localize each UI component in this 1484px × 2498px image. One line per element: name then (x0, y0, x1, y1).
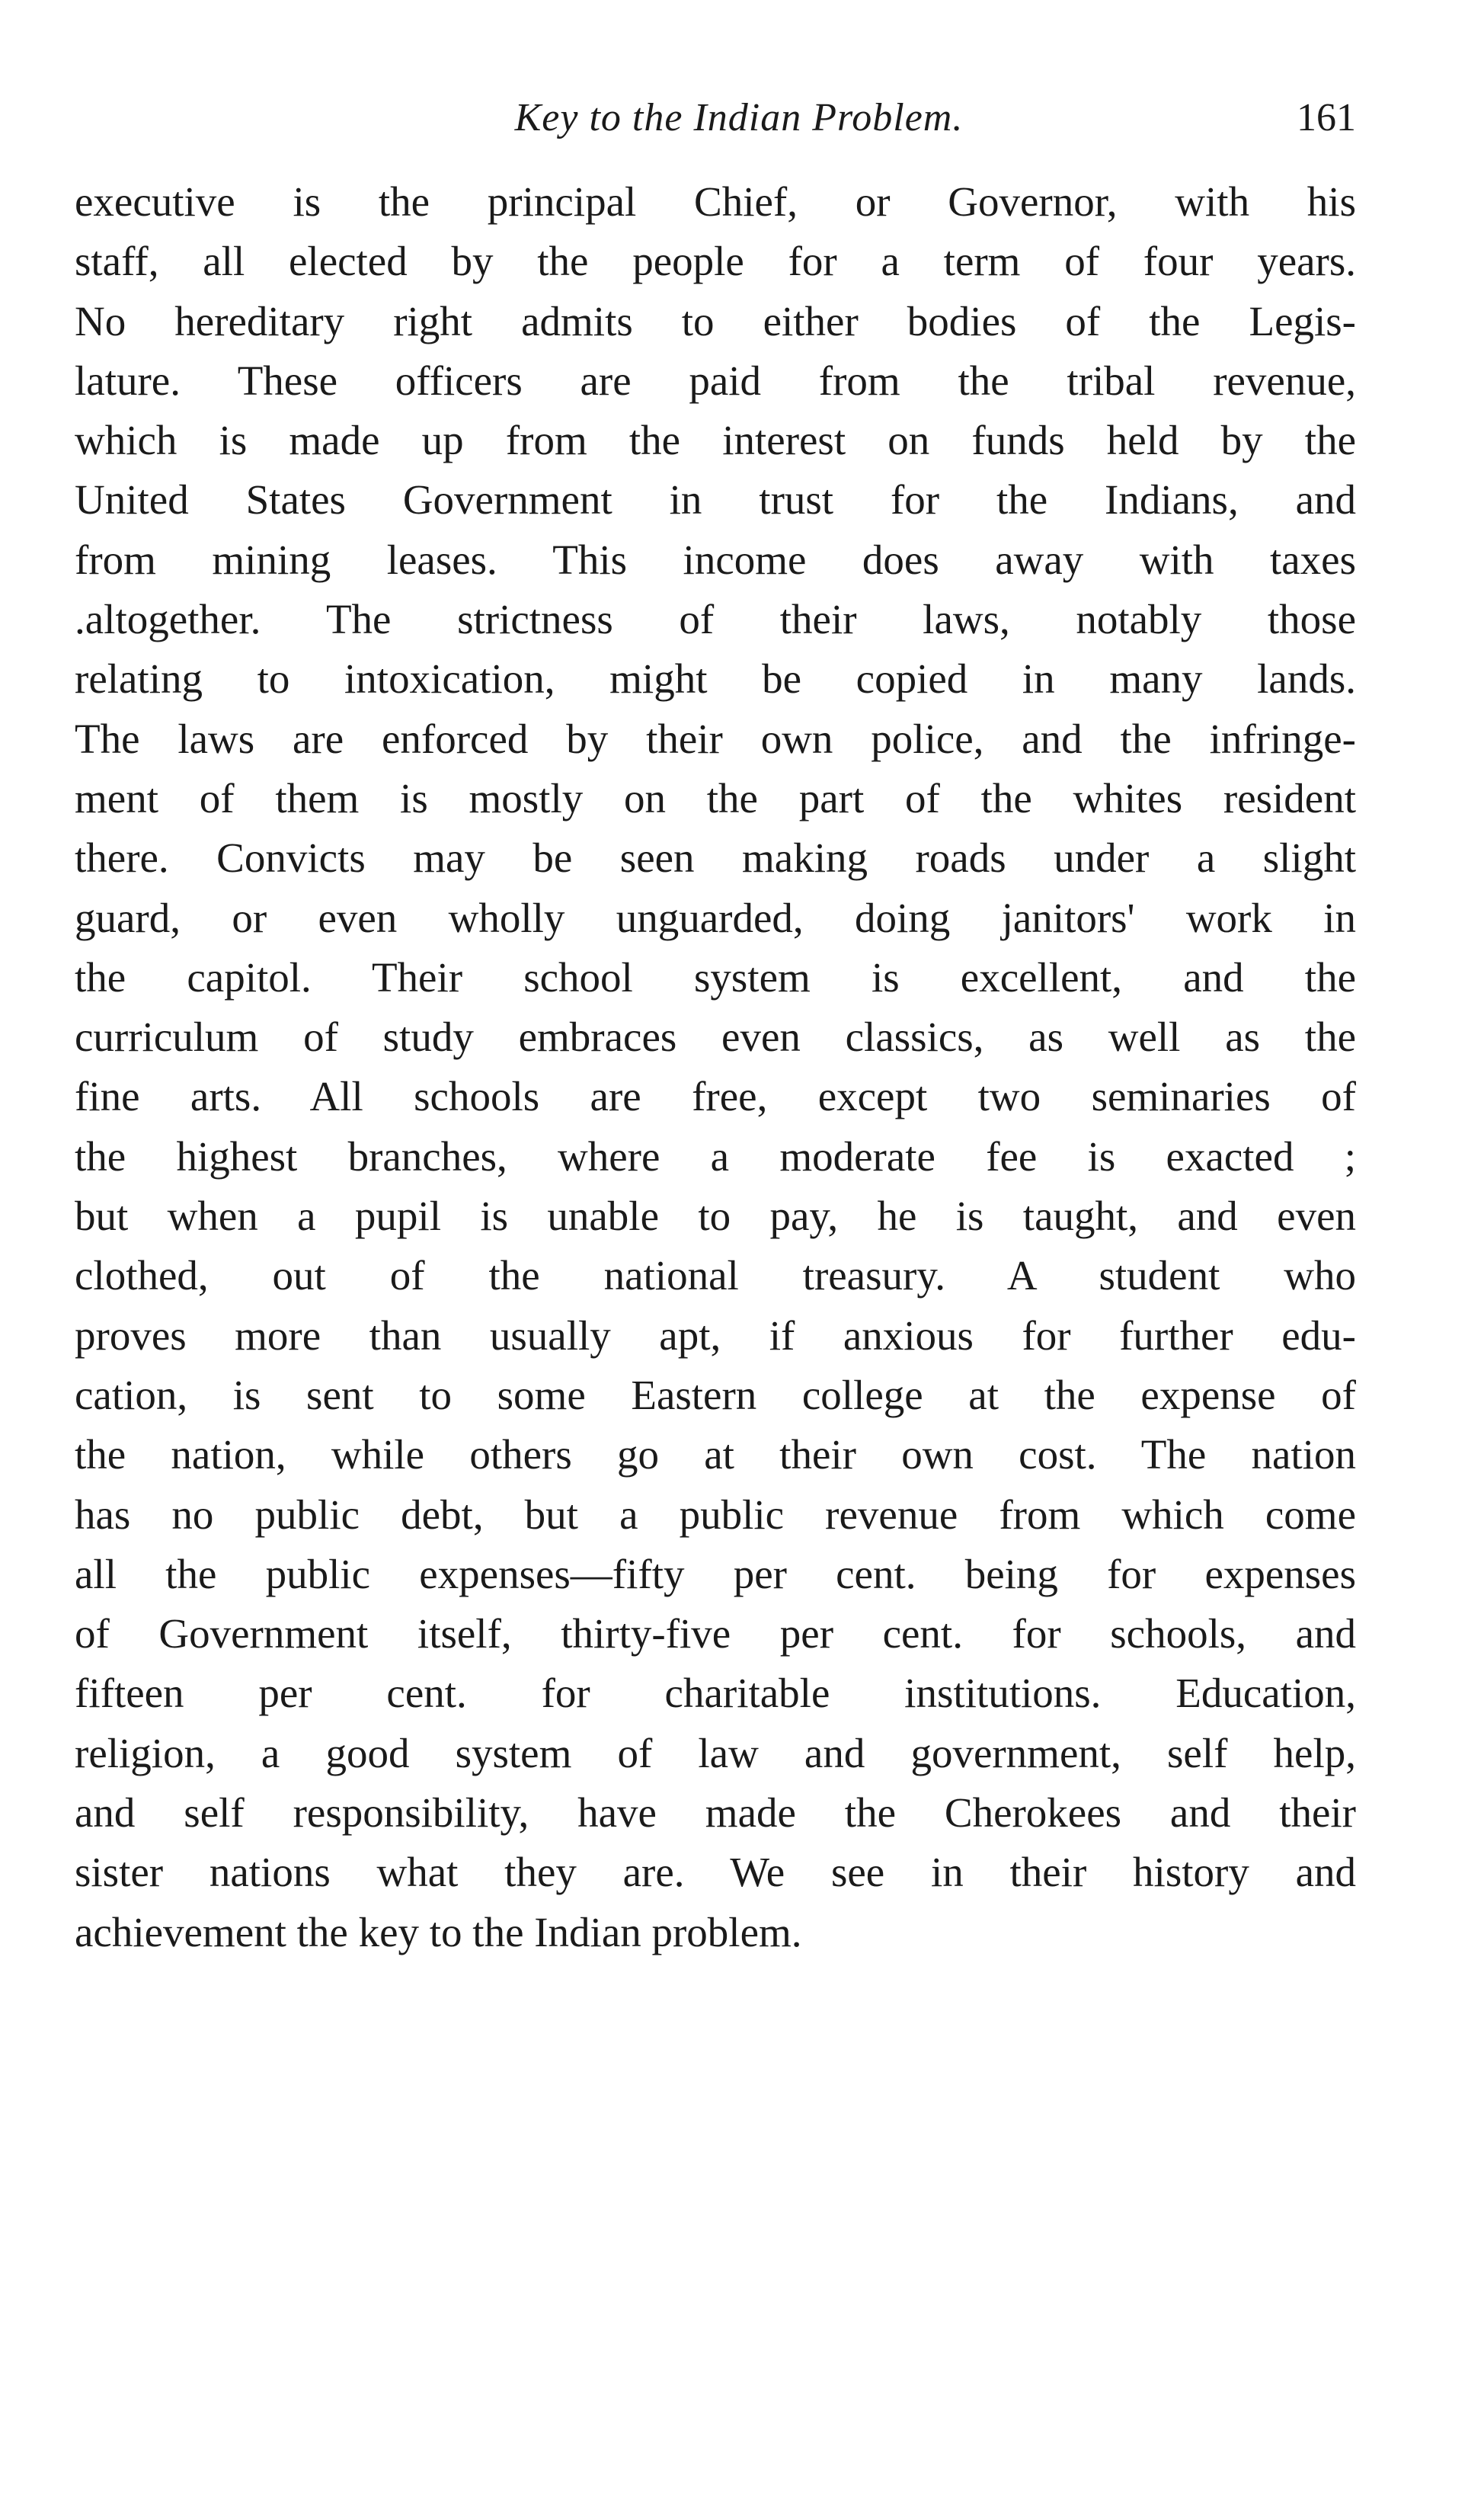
text-line: all the public expenses—fifty per cent. being for expenses (75, 1550, 1356, 1597)
text-line: No hereditary right admits to either bodies of the Legis- (75, 297, 1356, 344)
text-line: but when a pupil is unable to pay, he is taught, and even (75, 1193, 1356, 1240)
text-line: staff, all elected by the people for a term of four years. (75, 238, 1356, 285)
running-title: Key to the Indian Problem. (514, 96, 964, 139)
text-line: from mining leases. This income does away with taxes (75, 536, 1356, 583)
running-head (122, 91, 1356, 145)
text-line: and self responsibility, have made the Cherokees and their (75, 1789, 1356, 1837)
body-paragraph (75, 172, 1356, 1962)
text-line: fine arts. All schools are free, except two seminaries of (75, 1073, 1356, 1120)
text-line: achievement the key to the Indian problem. (75, 1908, 802, 1955)
text-line: fifteen per cent. for charitable institutions. Education, (75, 1670, 1356, 1717)
text-line: .altogether. The strictness of their laws, notably those (75, 596, 1356, 643)
text-line: of Government itself, thirty-five per cent. for schools, and (75, 1610, 1356, 1657)
text-line: lature. These officers are paid from the tribal revenue, (75, 357, 1356, 404)
text-line: religion, a good system of law and government, self help, (75, 1729, 1356, 1776)
text-line: relating to intoxication, might be copied in many lands. (75, 655, 1356, 703)
text-line: proves more than usually apt, if anxious for further edu- (75, 1311, 1356, 1359)
text-line: cation, is sent to some Eastern college at the expense of (75, 1371, 1356, 1418)
text-line: has no public debt, but a public revenue from which come (75, 1491, 1356, 1538)
text-line: ment of them is mostly on the part of the whites resident (75, 774, 1356, 821)
text-line: the capitol. Their school system is excellent, and the (75, 953, 1356, 1001)
text-line: The laws are enforced by their own police, and the infringe- (75, 715, 1356, 762)
text-line: which is made up from the interest on funds held by the (75, 417, 1356, 464)
text-line: the nation, while others go at their own cost. The nation (75, 1431, 1356, 1478)
text-line: United States Government in trust for the Indians, and (75, 476, 1356, 524)
text-line: there. Convicts may be seen making roads under a slight (75, 834, 1356, 882)
page-number: 161 (1297, 96, 1356, 139)
text-line: guard, or even wholly unguarded, doing janitors' work in (75, 894, 1356, 941)
text-line: the highest branches, where a moderate fee is exacted ; (75, 1132, 1356, 1180)
text-line: curriculum of study embraces even classics, as well as the (75, 1014, 1356, 1061)
text-line: sister nations what they are. We see in their history and (75, 1849, 1356, 1896)
text-line: executive is the principal Chief, or Governor, with his (75, 178, 1356, 225)
text-line: clothed, out of the national treasury. A student who (75, 1252, 1356, 1299)
